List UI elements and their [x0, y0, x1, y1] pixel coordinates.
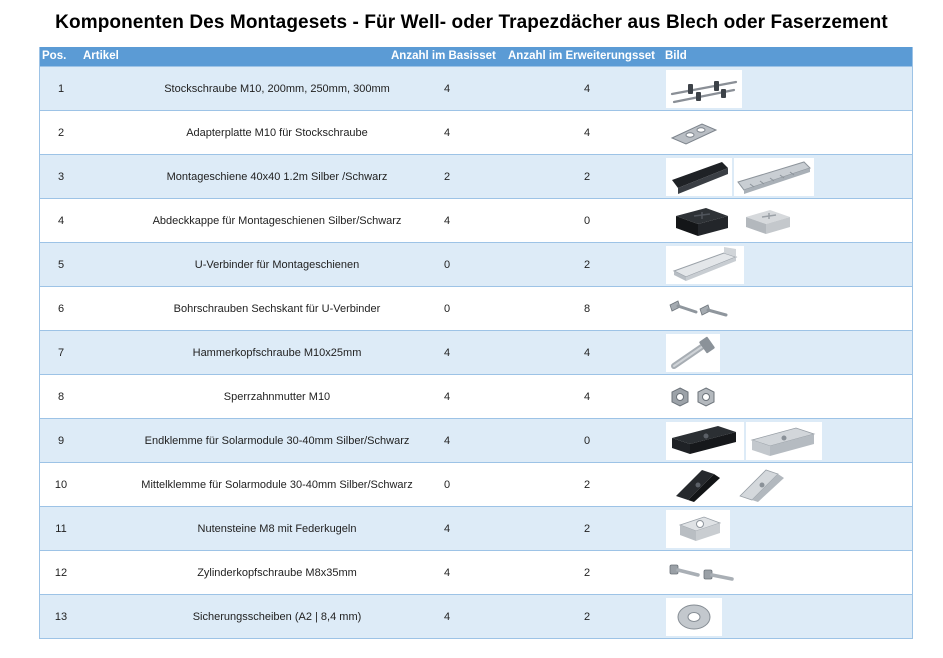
- cell-bild: [666, 375, 866, 418]
- cell-artikel: Sperrzahnmutter M10: [223, 390, 331, 403]
- cell-artikel: Adapterplatte M10 für Stockschraube: [186, 126, 368, 139]
- mittelklemme-schwarz-icon: [666, 466, 728, 504]
- cell-artikel: Mittelklemme für Solarmodule 30-40mm Silber/Schwarz: [141, 478, 413, 491]
- cell-erweiterung: 4: [583, 390, 591, 403]
- header-erweiterung: Anzahl im Erweiterungsset: [508, 50, 655, 62]
- cell-artikel: Abdeckkappe für Montageschienen Silber/Schwarz: [152, 214, 402, 227]
- cell-pos: 10: [54, 478, 68, 491]
- components-table: [39, 47, 913, 639]
- cell-pos: 7: [57, 346, 65, 359]
- hammerkopf-icon: [666, 334, 720, 372]
- schiene-schwarz-icon: [666, 158, 732, 196]
- kappe-silber-icon: [740, 202, 796, 240]
- cell-basis: 4: [443, 126, 451, 139]
- table-row: [40, 594, 912, 638]
- cell-bild: [666, 287, 866, 330]
- cell-artikel: Sicherungsscheiben (A2 | 8,4 mm): [192, 610, 362, 623]
- kappe-schwarz-icon: [666, 202, 738, 240]
- bohrschraube-icon: [666, 290, 730, 328]
- cell-bild: [666, 463, 866, 506]
- cell-pos: 11: [55, 522, 67, 535]
- cell-pos: 13: [54, 610, 68, 623]
- cell-pos: 12: [54, 566, 68, 579]
- cell-basis: 4: [443, 346, 451, 359]
- cell-erweiterung: 0: [583, 434, 591, 447]
- adapterplatte-icon: [666, 114, 722, 152]
- cell-artikel: Stockschraube M10, 200mm, 250mm, 300mm: [164, 82, 390, 95]
- cell-erweiterung: 2: [583, 170, 591, 183]
- table-row: [40, 198, 912, 242]
- cell-erweiterung: 2: [583, 522, 591, 535]
- scheibe-icon: [666, 598, 722, 636]
- cell-artikel: U-Verbinder für Montageschienen: [194, 258, 360, 271]
- endklemme-schwarz-icon: [666, 422, 744, 460]
- cell-artikel: Hammerkopfschraube M10x25mm: [192, 346, 362, 359]
- table-row: [40, 418, 912, 462]
- cell-bild: [666, 67, 866, 110]
- cell-basis: 4: [443, 214, 451, 227]
- cell-basis: 2: [443, 170, 451, 183]
- cell-pos: 2: [57, 126, 65, 139]
- cell-erweiterung: 2: [583, 610, 591, 623]
- stockschraube-icon: [666, 70, 742, 108]
- table-row: [40, 374, 912, 418]
- cell-pos: 4: [57, 214, 65, 227]
- cell-bild: [666, 507, 866, 550]
- header-pos: Pos.: [42, 50, 67, 62]
- table-row: [40, 506, 912, 550]
- nutenstein-icon: [666, 510, 730, 548]
- cell-bild: [666, 595, 866, 638]
- cell-pos: 6: [57, 302, 65, 315]
- u-verbinder-icon: [666, 246, 744, 284]
- cell-artikel: Zylinderkopfschraube M8x35mm: [197, 566, 357, 579]
- cell-basis: 4: [443, 434, 451, 447]
- cell-bild: [666, 331, 866, 374]
- table-row: [40, 242, 912, 286]
- cell-artikel: Nutensteine M8 mit Federkugeln: [197, 522, 357, 535]
- cell-basis: 0: [443, 478, 451, 491]
- cell-pos: 8: [57, 390, 65, 403]
- cell-erweiterung: 2: [583, 566, 591, 579]
- cell-artikel: Endklemme für Solarmodule 30-40mm Silber/Schwarz: [144, 434, 410, 447]
- mutter-icon: [666, 378, 722, 416]
- cell-bild: [666, 243, 866, 286]
- cell-bild: [666, 111, 866, 154]
- table-row: [40, 462, 912, 506]
- page-title: Komponenten Des Montagesets - Für Well- oder Trapezdächer aus Blech oder Faserzement: [55, 12, 888, 33]
- cell-bild: [666, 551, 866, 594]
- mittelklemme-silber-icon: [730, 466, 792, 504]
- header-artikel: Artikel: [83, 50, 119, 62]
- cell-erweiterung: 2: [583, 258, 591, 271]
- cell-erweiterung: 4: [583, 346, 591, 359]
- cell-erweiterung: 4: [583, 82, 591, 95]
- header-basis: Anzahl im Basisset: [391, 50, 496, 62]
- header-bild: Bild: [665, 50, 687, 62]
- cell-basis: 4: [443, 610, 451, 623]
- zylinderschraube-icon: [666, 554, 738, 592]
- cell-basis: 0: [443, 258, 451, 271]
- cell-bild: [666, 419, 866, 462]
- cell-pos: 1: [57, 82, 65, 95]
- cell-basis: 4: [443, 522, 451, 535]
- cell-basis: 0: [443, 302, 451, 315]
- table-row: [40, 550, 912, 594]
- cell-basis: 4: [443, 390, 451, 403]
- table-row: [40, 286, 912, 330]
- cell-basis: 4: [443, 82, 451, 95]
- endklemme-silber-icon: [746, 422, 822, 460]
- schiene-silber-icon: [734, 158, 814, 196]
- cell-erweiterung: 2: [583, 478, 591, 491]
- table-row: [40, 330, 912, 374]
- table-header: [40, 47, 912, 66]
- table-row: [40, 110, 912, 154]
- cell-pos: 3: [57, 170, 65, 183]
- table-row: [40, 154, 912, 198]
- cell-basis: 4: [443, 566, 451, 579]
- table-row: [40, 66, 912, 110]
- cell-erweiterung: 0: [583, 214, 591, 227]
- cell-pos: 9: [57, 434, 65, 447]
- cell-erweiterung: 8: [583, 302, 591, 315]
- cell-bild: [666, 155, 866, 198]
- cell-bild: [666, 199, 866, 242]
- cell-erweiterung: 4: [583, 126, 591, 139]
- cell-artikel: Bohrschrauben Sechskant für U-Verbinder: [173, 302, 381, 315]
- cell-pos: 5: [57, 258, 65, 271]
- cell-artikel: Montageschiene 40x40 1.2m Silber /Schwarz: [166, 170, 388, 183]
